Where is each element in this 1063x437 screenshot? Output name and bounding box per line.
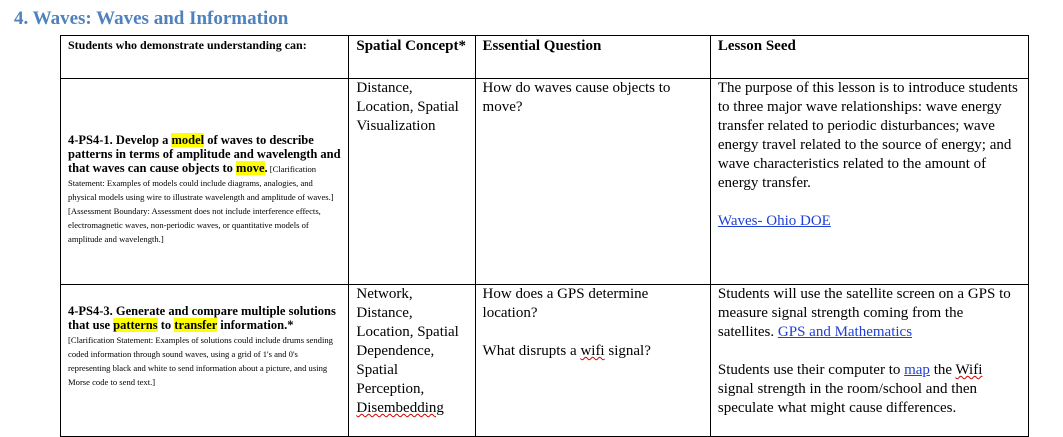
disembedding-term: Disembedding — [356, 400, 444, 416]
waves-ohio-doe-link[interactable]: Waves- Ohio DOE — [717, 213, 831, 229]
spatial-concept-cell: Distance, Location, Spatial Visualization — [349, 79, 475, 285]
highlight-model: model — [171, 133, 205, 147]
lesson-seed-cell: Students will use the satellite screen on a GPS to measure signal strength coming from the satellites. GPS and Mathematics Students use their computer to map the Wifi signal strength in the room/school and then speculate what might cause differences. — [710, 285, 1028, 437]
essential-question-cell: How do waves cause objects to move? — [475, 79, 710, 285]
header-cell-spatial-concept: Spatial Concept* — [349, 36, 475, 79]
standard-text: 4-PS4-3. Generate and compare multiple solutions that use patterns to transfer information.* [Clarification Statement: Examples of solutions could include drums sending coded information through sound waves, using a grid of 1's and 0's representing black and white to send information about a picture, and using Morse code to send text.] — [68, 304, 336, 387]
section-heading: 4. Waves: Waves and Information — [14, 8, 289, 29]
highlight-transfer: transfer — [174, 318, 218, 332]
standard-cell — [61, 285, 349, 437]
standard-text: 4-PS4-1. Develop a model of waves to describe patterns in terms of amplitude and wavelength and that waves can cause objects to move. [Clarification Statement: Examples of models could include diagrams, analogies, and physical models using wire to illustrate wavelength and amplitude of waves.] [Assessment Boundary: Assessment does not include interference effects, electromagnetic waves, non-periodic waves, or quantitative models of amplitude and wavelength.] — [68, 133, 341, 244]
highlight-move: move — [236, 161, 265, 175]
clarification-statement: [Clarification Statement: Examples of solutions could include drums sending coded information through sound waves, using a grid of 1's and 0's representing black and white to send information about a picture, and using Morse code to send text.] — [68, 335, 333, 387]
map-link[interactable]: map — [904, 362, 930, 378]
header-cell-students: Students who demonstrate understanding can: — [61, 36, 349, 79]
table-header-row — [61, 36, 1029, 79]
wifi-term: wifi — [580, 343, 605, 359]
essential-question-cell: How does a GPS determine location? What disrupts a wifi signal? — [475, 285, 710, 437]
highlight-patterns: patterns — [113, 318, 158, 332]
lesson-seed-cell: The purpose of this lesson is to introduce students to three major wave relationships: wave energy transfer related to periodic disturbances; wave energy travel related to the source of energy; and wave characteristics related to the amount of energy transfer. Waves- Ohio DOE — [710, 79, 1028, 285]
wifi-term: Wifi — [955, 362, 983, 378]
standard-cell — [61, 79, 349, 285]
header-cell-essential-question: Essential Question — [475, 36, 710, 79]
header-cell-lesson-seed: Lesson Seed — [710, 36, 1028, 79]
standards-table — [60, 35, 1029, 437]
table-row — [61, 79, 1029, 285]
clarification-statement: [Clarification Statement: Examples of models could include diagrams, analogies, and physical models using wire to illustrate wavelength and amplitude of waves.] [Assessment Boundary: Assessment does not include interference effects, electromagnetic waves, non-periodic waves, or quantitative models of amplitude and wavelength.] — [68, 164, 334, 244]
table-row — [61, 285, 1029, 437]
spatial-concept-cell: Network, Distance, Location, Spatial Dependence, Spatial Perception, Disembedding — [349, 285, 475, 437]
gps-and-mathematics-link[interactable]: GPS and Mathematics — [777, 324, 913, 340]
